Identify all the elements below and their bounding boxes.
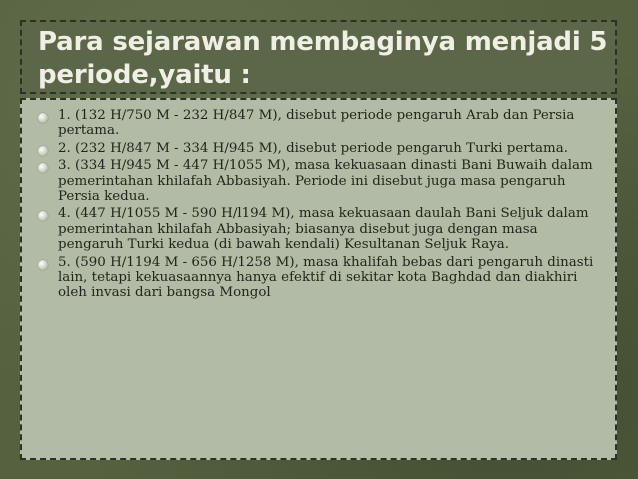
list-item-text: 5. (590 H/1194 M - 656 H/1258 M), masa khalifah bebas dari pengaruh dinasti lain, tetapi kekuasaannya hanya efektif di sekitar kota Baghdad dan diakhiri oleh invasi dari bangsa Mongol (58, 254, 594, 301)
bullet-list (36, 108, 606, 303)
bullet-icon (38, 113, 48, 123)
list-item (36, 206, 606, 252)
bullet-icon (38, 211, 48, 221)
bullet-icon (38, 163, 48, 173)
list-item (36, 141, 606, 156)
list-item-text: 2. (232 H/847 M - 334 H/945 M), disebut periode pengaruh Turki pertama. (58, 140, 568, 156)
list-item (36, 108, 606, 139)
list-item-text: 3. (334 H/945 M - 447 H/1055 M), masa kekuasaan dinasti Bani Buwaih dalam pemerintahan khilafah Abbasiyah. Periode ini disebut juga masa pengaruh Persia kedua. (58, 158, 593, 205)
bullet-icon (38, 260, 48, 270)
list-item (36, 158, 606, 204)
content-box (20, 98, 617, 460)
list-item (36, 255, 606, 301)
slide-title: Para sejarawan membaginya menjadi 5 periode,yaitu : (38, 27, 608, 90)
list-item-text: 4. (447 H/1055 M - 590 H/l194 M), masa kekuasaan daulah Bani Seljuk dalam pemerintahan khilafah Abbasiyah; biasanya disebut juga dengan masa pengaruh Turki kedua (di bawah kendali) Kesultanan Seljuk Raya. (58, 206, 589, 253)
bullet-icon (38, 146, 48, 156)
list-item-text: 1. (132 H/750 M - 232 H/847 M), disebut periode pengaruh Arab dan Persia pertama. (58, 108, 575, 139)
title-box (20, 20, 617, 94)
